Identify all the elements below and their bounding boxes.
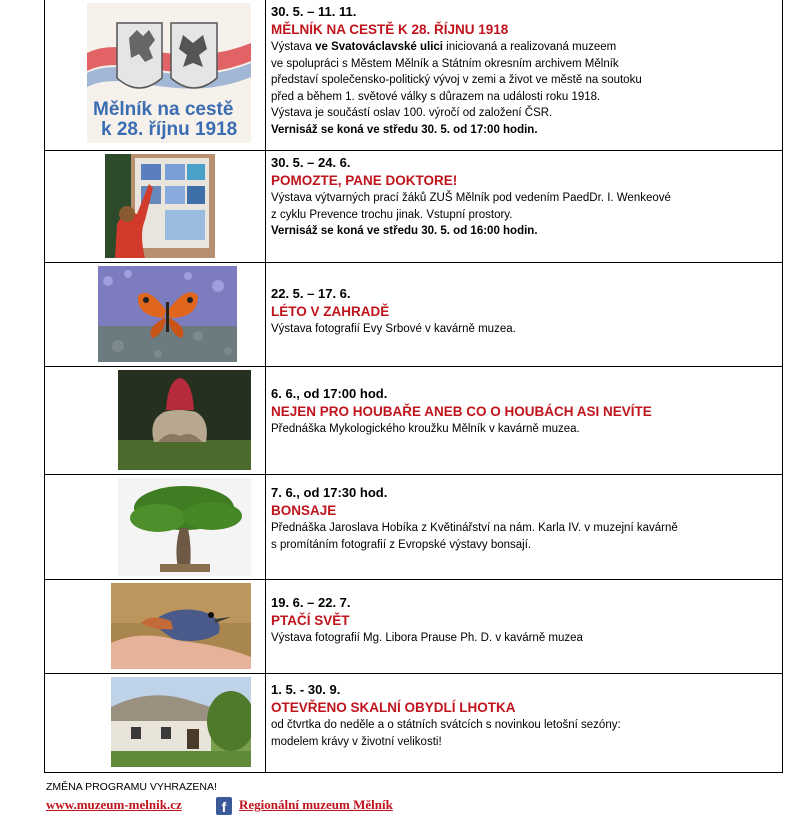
- website-link[interactable]: www.muzeum-melnik.cz: [46, 797, 182, 812]
- facebook-page-link[interactable]: Regionální muzeum Mělník: [239, 797, 393, 812]
- desc-line: Výstava výtvarných prací žáků ZUŠ Mělník pod vedením PaedDr. I. Wenkeové: [271, 192, 671, 204]
- event-date: 22. 5. – 17. 6.: [271, 286, 351, 301]
- event-row: [45, 367, 782, 475]
- poster-melnik-1918-image: [87, 3, 251, 143]
- event-description: [271, 421, 782, 438]
- desc-line: Výstava fotografií Mg. Libora Prause Ph. D. v kavárně muzea: [271, 632, 583, 644]
- event-image-cell: [45, 0, 266, 150]
- mushroom-image: [118, 370, 251, 470]
- event-description: [271, 190, 782, 240]
- event-description: [271, 717, 782, 750]
- event-image-cell: [45, 367, 266, 474]
- event-row: [45, 580, 782, 674]
- desc-line: před a během 1. světové války s důrazem na události roku 1918.: [271, 90, 601, 103]
- desc-line: s promítáním fotografií z Evropské výstavy bonsají.: [271, 538, 532, 551]
- event-row: [45, 475, 782, 580]
- event-row: [45, 674, 782, 773]
- event-image-cell: [45, 151, 266, 262]
- desc-line: modelem krávy v životní velikosti!: [271, 735, 442, 748]
- event-date: 19. 6. – 22. 7.: [271, 595, 351, 610]
- desc-line: Výstava je součástí oslav 100. výročí od založení ČSR.: [271, 107, 553, 120]
- event-date: 7. 6., od 17:30 hod.: [271, 485, 388, 500]
- event-date: 30. 5. – 24. 6.: [271, 155, 351, 170]
- event-title: LÉTO V ZAHRADĚ: [271, 304, 390, 319]
- desc-line: Přednáška Mykologického kroužku Mělník v kavárně muzea.: [271, 423, 580, 435]
- bonsai-image: [118, 478, 251, 576]
- desc-line-bold: Vernisáž se koná ve středu 30. 5. od 16:00 hodin.: [271, 225, 538, 238]
- event-row: [45, 263, 782, 367]
- event-title: MĚLNÍK NA CESTĚ K 28. ŘÍJNU 1918: [271, 22, 509, 37]
- program-change-notice: ZMĚNA PROGRAMU VYHRAZENA!: [46, 781, 217, 793]
- event-title: POMOZTE, PANE DOKTORE!: [271, 173, 458, 188]
- facebook-icon[interactable]: f: [216, 797, 232, 815]
- event-description: [271, 630, 782, 647]
- desc-line: Výstava ve Svatováclavské ulici iniciovaná a realizovaná muzeem: [271, 41, 617, 53]
- event-text-cell: [266, 263, 782, 366]
- event-text-cell: [266, 674, 782, 772]
- butterfly-lavender-image: [98, 266, 237, 362]
- event-row: [45, 151, 782, 263]
- desc-line: představí společensko-politický vývoj v zemi a život ve městě na soutoku: [271, 74, 642, 87]
- desc-line: Výstava fotografií Evy Srbové v kavárně muzea.: [271, 323, 516, 335]
- desc-line-bold: Vernisáž se koná ve středu 30. 5. od 17:00 hodin.: [271, 123, 538, 136]
- event-date: 30. 5. – 11. 11.: [271, 4, 357, 19]
- event-title: PTAČÍ SVĚT: [271, 613, 350, 628]
- event-image-cell: [45, 263, 266, 366]
- event-image-cell: [45, 580, 266, 673]
- event-description: [271, 520, 782, 553]
- poster-title-line2: k 28. říjnu 1918: [101, 119, 238, 140]
- event-text-cell: [266, 367, 782, 474]
- event-date: 1. 5. - 30. 9.: [271, 682, 341, 697]
- rock-dwelling-image: [111, 677, 251, 767]
- event-description: [271, 39, 782, 139]
- event-image-cell: [45, 475, 266, 579]
- event-text-cell: [266, 151, 782, 262]
- event-text-cell: [266, 580, 782, 673]
- event-description: [271, 321, 782, 338]
- event-text-cell: [266, 475, 782, 579]
- poster-title-line1: Mělník na cestě: [93, 99, 234, 120]
- bird-on-hand-image: [111, 583, 251, 669]
- desc-line: z cyklu Prevence trochu jinak. Vstupní prostory.: [271, 208, 513, 221]
- desc-line: Přednáška Jaroslava Hobíka z Květinářství na nám. Karla IV. v muzejní kavárně: [271, 522, 678, 534]
- event-title: OTEVŘENO SKALNÍ OBYDLÍ LHOTKA: [271, 700, 516, 715]
- event-row: [45, 0, 782, 151]
- desc-line: od čtvrtka do neděle a o státních svátcích s novinkou letošní sezóny:: [271, 719, 621, 731]
- event-title: BONSAJE: [271, 503, 337, 518]
- child-painting-image: [105, 154, 215, 258]
- event-title: NEJEN PRO HOUBAŘE ANEB CO O HOUBÁCH ASI NEVÍTE: [271, 404, 652, 419]
- event-text-cell: [266, 0, 782, 150]
- event-image-cell: [45, 674, 266, 772]
- event-date: 6. 6., od 17:00 hod.: [271, 386, 388, 401]
- desc-line: ve spolupráci s Městem Mělník a Státním okresním archivem Mělník: [271, 57, 619, 70]
- events-table: [44, 0, 783, 773]
